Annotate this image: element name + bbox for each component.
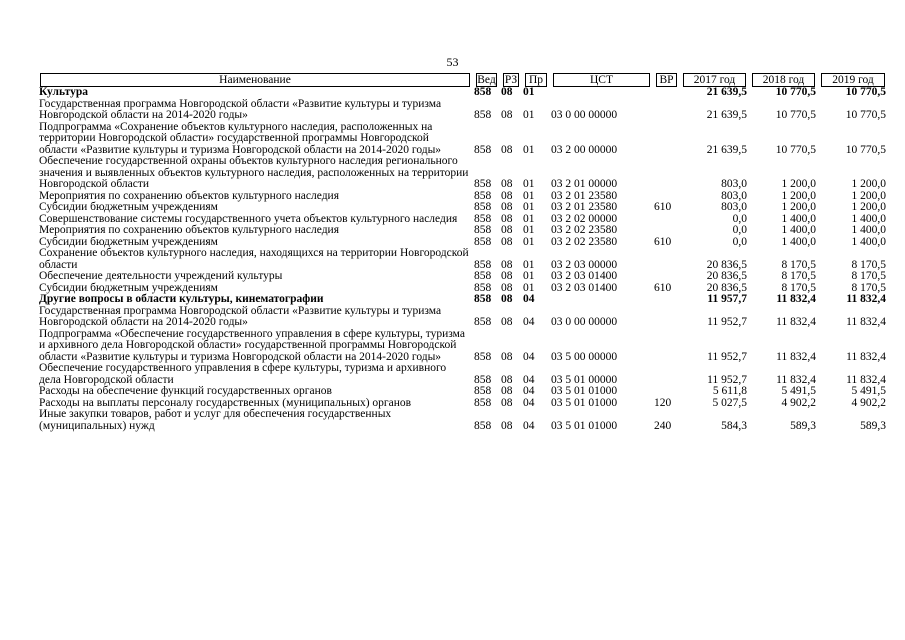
cell-ved: 858 bbox=[474, 281, 492, 294]
cell-cst: 03 2 03 00000 bbox=[551, 258, 618, 271]
cell-vr: 610 bbox=[654, 201, 672, 213]
cell-name: Субсидии бюджетным учреждениям bbox=[39, 235, 218, 248]
cell-2018: 8 170,5 bbox=[781, 270, 816, 282]
cell-ved: 858 bbox=[474, 189, 492, 202]
cell-ved: 858 bbox=[474, 178, 492, 190]
cell-ved: 858 bbox=[474, 373, 492, 386]
table-row bbox=[37, 306, 888, 329]
table-row bbox=[37, 329, 888, 364]
cell-2017: 11 957,7 bbox=[707, 293, 747, 305]
cell-ved: 858 bbox=[474, 270, 492, 282]
cell-2019: 1 400,0 bbox=[851, 212, 886, 225]
cell-2018: 4 902,2 bbox=[781, 396, 816, 409]
cell-2018: 11 832,4 bbox=[776, 373, 816, 386]
header-2019: 2019 год bbox=[818, 73, 888, 87]
cell-cst: 03 5 01 00000 bbox=[551, 373, 618, 386]
cell-2019: 1 200,0 bbox=[851, 201, 886, 213]
cell-2018: 11 832,4 bbox=[776, 316, 816, 328]
cell-pr: 01 bbox=[523, 143, 535, 156]
table-row bbox=[37, 271, 888, 283]
cell-vr bbox=[653, 214, 680, 226]
cell-rz: 08 bbox=[501, 316, 513, 328]
cell-2017: 803,0 bbox=[721, 178, 747, 190]
cell-2017: 21 639,5 bbox=[706, 109, 747, 121]
cell-name: Иные закупки товаров, работ и услуг для обеспечения государственных (муниципальных) нужд bbox=[39, 408, 392, 432]
cell-2018: 1 400,0 bbox=[781, 235, 816, 248]
cell-2018: 10 770,5 bbox=[775, 143, 816, 156]
cell-name: Субсидии бюджетным учреждениям bbox=[39, 281, 218, 294]
cell-rz: 08 bbox=[501, 189, 513, 202]
cell-cst: 03 2 02 00000 bbox=[551, 212, 618, 225]
cell-ved: 858 bbox=[474, 293, 492, 305]
page-number: 53 bbox=[446, 55, 459, 69]
cell-ved: 858 bbox=[474, 86, 492, 98]
cell-cst: 03 5 01 01000 bbox=[551, 419, 618, 432]
cell-rz: 08 bbox=[501, 109, 513, 121]
cell-name: Мероприятия по сохранению объектов культурного наследия bbox=[39, 224, 339, 236]
cell-pr: 01 bbox=[523, 109, 535, 121]
cell-name: Мероприятия по сохранению объектов культурного наследия bbox=[39, 189, 339, 202]
cell-2019: 8 170,5 bbox=[851, 258, 886, 271]
cell-2017: 584,3 bbox=[721, 419, 747, 432]
cell-name: Субсидии бюджетным учреждениям bbox=[39, 201, 218, 213]
cell-2017: 21 639,5 bbox=[706, 143, 747, 156]
table-row bbox=[37, 202, 888, 214]
cell-pr: 04 bbox=[523, 350, 535, 363]
header-rz: РЗ bbox=[504, 74, 518, 86]
cell-2017: 20 836,5 bbox=[706, 258, 747, 271]
cell-2019: 11 832,4 bbox=[846, 373, 886, 386]
cell-2017: 0,0 bbox=[732, 235, 747, 248]
cell-pr: 04 bbox=[523, 293, 535, 305]
cell-vr bbox=[653, 99, 680, 122]
cell-pr: 04 bbox=[523, 396, 535, 409]
cell-name: Обеспечение государственного управления в сфере культуры, туризма и архивного дела Новгородской области bbox=[39, 362, 447, 386]
cell-vr bbox=[653, 156, 680, 191]
header-2017: 2017 год bbox=[680, 73, 749, 87]
cell-cst bbox=[550, 87, 653, 99]
cell-ved: 858 bbox=[474, 419, 492, 432]
cell-2017: 11 952,7 bbox=[707, 350, 747, 363]
cell-2018: 11 832,4 bbox=[776, 293, 816, 305]
cell-rz: 08 bbox=[501, 143, 513, 156]
cell-vr bbox=[653, 294, 680, 306]
table-row bbox=[37, 87, 888, 99]
cell-pr: 01 bbox=[523, 86, 535, 98]
cell-2017: 803,0 bbox=[721, 189, 747, 202]
cell-pr: 01 bbox=[523, 201, 535, 213]
table-row bbox=[37, 225, 888, 237]
cell-2019: 589,3 bbox=[860, 419, 886, 432]
cell-name: Государственная программа Новгородской области «Развитие культуры и туризма Новгородской области на 2014-2020 годы» bbox=[39, 304, 442, 328]
cell-2017: 11 952,7 bbox=[707, 373, 747, 386]
cell-vr: 120 bbox=[654, 396, 672, 409]
cell-rz: 08 bbox=[501, 419, 513, 432]
cell-2018: 8 170,5 bbox=[781, 281, 816, 294]
cell-cst: 03 5 00 00000 bbox=[551, 350, 618, 363]
cell-ved: 858 bbox=[474, 224, 492, 236]
cell-ved: 858 bbox=[474, 235, 492, 248]
cell-2018: 1 400,0 bbox=[781, 224, 816, 236]
table-row bbox=[37, 248, 888, 271]
cell-2019: 4 902,2 bbox=[851, 396, 886, 409]
cell-2017: 21 639,5 bbox=[706, 86, 747, 98]
cell-rz: 08 bbox=[501, 396, 513, 409]
cell-2019: 5 491,5 bbox=[851, 385, 886, 397]
cell-2017: 0,0 bbox=[732, 224, 747, 236]
cell-2019: 1 200,0 bbox=[851, 189, 886, 202]
cell-cst bbox=[550, 294, 653, 306]
cell-vr bbox=[653, 87, 680, 99]
cell-rz: 08 bbox=[501, 281, 513, 294]
cell-2017: 20 836,5 bbox=[706, 270, 747, 282]
cell-cst: 03 2 01 23580 bbox=[551, 201, 618, 213]
cell-ved: 858 bbox=[474, 350, 492, 363]
cell-2018: 1 200,0 bbox=[781, 189, 816, 202]
cell-rz: 08 bbox=[501, 224, 513, 236]
cell-name: Расходы на обеспечение функций государственных органов bbox=[39, 385, 332, 397]
cell-name: Культура bbox=[39, 86, 89, 98]
header-pr: Пр bbox=[522, 73, 550, 87]
cell-cst: 03 2 01 23580 bbox=[551, 189, 618, 202]
cell-rz: 08 bbox=[501, 178, 513, 190]
cell-pr: 01 bbox=[523, 189, 535, 202]
cell-name: Обеспечение государственной охраны объектов культурного наследия регионального значения и выявленных объектов культурного наследия, расположенных на территории Новгородской области bbox=[39, 155, 469, 190]
cell-rz: 08 bbox=[501, 293, 513, 305]
cell-name: Подпрограмма «Обеспечение государственного управления в сфере культуры, туризма и архивного дела Новгородской области» государственной программы Новгородской области «Развитие культуры и туризма Новгородской области на 2014-2020 годы» bbox=[39, 327, 465, 363]
cell-2019: 11 832,4 bbox=[846, 316, 886, 328]
table-header-row bbox=[37, 73, 888, 87]
cell-vr bbox=[653, 271, 680, 283]
cell-2019: 8 170,5 bbox=[851, 281, 886, 294]
cell-ved: 858 bbox=[474, 396, 492, 409]
cell-vr bbox=[653, 386, 680, 398]
cell-2017: 5 027,5 bbox=[712, 396, 747, 409]
cell-vr bbox=[653, 248, 680, 271]
cell-2017: 0,0 bbox=[732, 212, 747, 225]
table-row bbox=[37, 156, 888, 191]
table-row bbox=[37, 409, 888, 432]
cell-rz: 08 bbox=[501, 350, 513, 363]
cell-vr bbox=[653, 329, 680, 364]
cell-2017: 11 952,7 bbox=[707, 316, 747, 328]
cell-ved: 858 bbox=[474, 316, 492, 328]
cell-ved: 858 bbox=[474, 109, 492, 121]
cell-rz: 08 bbox=[501, 86, 513, 98]
cell-rz: 08 bbox=[501, 258, 513, 271]
table-row bbox=[37, 99, 888, 122]
header-vr: ВР bbox=[653, 73, 680, 87]
cell-vr: 610 bbox=[654, 235, 672, 248]
cell-vr bbox=[653, 363, 680, 386]
cell-2019: 11 832,4 bbox=[846, 350, 886, 363]
cell-2019: 1 200,0 bbox=[851, 178, 886, 190]
table-row bbox=[37, 122, 888, 157]
cell-pr: 01 bbox=[523, 270, 535, 282]
cell-2018: 11 832,4 bbox=[776, 350, 816, 363]
header-cst: ЦСТ bbox=[550, 73, 653, 87]
cell-cst: 03 5 01 01000 bbox=[551, 396, 618, 409]
cell-cst: 03 0 00 00000 bbox=[551, 109, 618, 121]
cell-vr bbox=[653, 225, 680, 237]
cell-2018: 5 491,5 bbox=[781, 385, 816, 397]
cell-2019: 10 770,5 bbox=[845, 109, 886, 121]
cell-2019: 10 770,5 bbox=[845, 86, 886, 98]
cell-rz: 08 bbox=[501, 270, 513, 282]
cell-vr: 610 bbox=[654, 281, 672, 294]
table-row bbox=[37, 363, 888, 386]
cell-rz: 08 bbox=[501, 385, 513, 397]
cell-ved: 858 bbox=[474, 201, 492, 213]
cell-cst: 03 2 03 01400 bbox=[551, 281, 618, 294]
cell-2018: 1 200,0 bbox=[781, 201, 816, 213]
cell-2018: 589,3 bbox=[790, 419, 816, 432]
table-body bbox=[37, 87, 888, 432]
cell-pr: 01 bbox=[523, 224, 535, 236]
cell-rz: 08 bbox=[501, 373, 513, 386]
cell-2017: 803,0 bbox=[721, 201, 747, 213]
cell-name: Совершенствование системы государственного учета объектов культурного наследия bbox=[39, 212, 458, 225]
cell-cst: 03 2 02 23580 bbox=[551, 224, 618, 236]
cell-pr: 01 bbox=[523, 212, 535, 225]
cell-pr: 01 bbox=[523, 235, 535, 248]
cell-name: Другие вопросы в области культуры, кинематографии bbox=[39, 293, 324, 305]
cell-cst: 03 5 01 01000 bbox=[551, 385, 618, 397]
cell-cst: 03 2 01 00000 bbox=[551, 178, 618, 190]
cell-vr bbox=[653, 122, 680, 157]
cell-2019: 10 770,5 bbox=[845, 143, 886, 156]
cell-2018: 1 200,0 bbox=[781, 178, 816, 190]
header-2018: 2018 год bbox=[749, 73, 818, 87]
header-name: Наименование bbox=[37, 73, 473, 87]
cell-ved: 858 bbox=[474, 385, 492, 397]
cell-2017: 20 836,5 bbox=[706, 281, 747, 294]
cell-2019: 11 832,4 bbox=[846, 293, 886, 305]
cell-pr: 04 bbox=[523, 419, 535, 432]
cell-pr: 04 bbox=[523, 385, 535, 397]
cell-2019: 1 400,0 bbox=[851, 224, 886, 236]
cell-ved: 858 bbox=[474, 258, 492, 271]
cell-cst: 03 0 00 00000 bbox=[551, 316, 618, 328]
cell-name: Расходы на выплаты персоналу государственных (муниципальных) органов bbox=[39, 396, 412, 409]
cell-2019: 8 170,5 bbox=[851, 270, 886, 282]
cell-cst: 03 2 02 23580 bbox=[551, 235, 618, 248]
cell-vr bbox=[653, 306, 680, 329]
cell-pr: 04 bbox=[523, 373, 535, 386]
cell-2019: 1 400,0 bbox=[851, 235, 886, 248]
cell-pr: 01 bbox=[523, 258, 535, 271]
cell-rz: 08 bbox=[501, 212, 513, 225]
cell-name: Сохранение объектов культурного наследия, находящихся на территории Новгородской области bbox=[39, 247, 469, 271]
cell-name: Государственная программа Новгородской области «Развитие культуры и туризма Новгородской области на 2014-2020 годы» bbox=[39, 97, 442, 121]
table-row bbox=[37, 294, 888, 306]
cell-2017: 5 611,8 bbox=[712, 385, 747, 397]
cell-2018: 10 770,5 bbox=[775, 109, 816, 121]
cell-pr: 01 bbox=[523, 178, 535, 190]
cell-rz: 08 bbox=[501, 201, 513, 213]
table-row bbox=[37, 386, 888, 398]
cell-cst: 03 2 03 01400 bbox=[551, 270, 618, 282]
cell-pr: 04 bbox=[523, 316, 535, 328]
cell-vr: 240 bbox=[654, 419, 672, 432]
cell-2018: 10 770,5 bbox=[775, 86, 816, 98]
cell-2018: 1 400,0 bbox=[781, 212, 816, 225]
cell-name: Обеспечение деятельности учреждений культуры bbox=[39, 270, 283, 282]
header-ved: Вед bbox=[477, 74, 496, 86]
cell-pr: 01 bbox=[523, 281, 535, 294]
cell-ved: 858 bbox=[474, 212, 492, 225]
cell-rz: 08 bbox=[501, 235, 513, 248]
cell-ved: 858 bbox=[474, 143, 492, 156]
cell-2018: 8 170,5 bbox=[781, 258, 816, 271]
cell-name: Подпрограмма «Сохранение объектов культурного наследия, расположенных на территории Новгородской области» государственной программы Новгородской области «Развитие культуры и туризма Новгородской области на 2014-2020 годы» bbox=[39, 120, 442, 156]
budget-table bbox=[37, 73, 888, 432]
cell-cst: 03 2 00 00000 bbox=[551, 143, 618, 156]
